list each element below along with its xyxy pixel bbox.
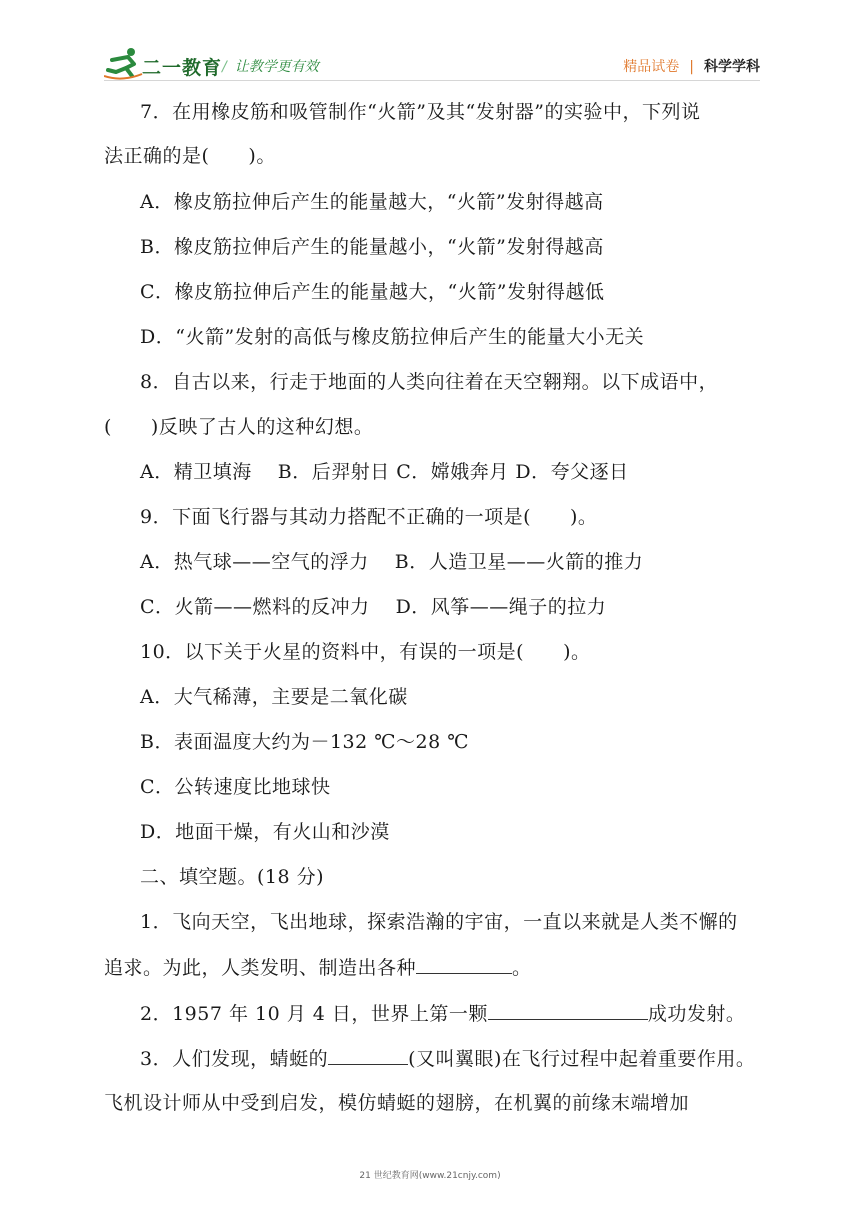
runner-logo-icon — [104, 46, 144, 80]
question-10-option-d: D．地面干燥，有火山和沙漠 — [140, 821, 390, 843]
question-7-line2: 法正确的是( )。 — [104, 145, 276, 167]
section-2-title: 二、填空题。(18 分) — [140, 866, 325, 888]
question-8-line1: 8．自古以来，行走于地面的人类向往着在天空翱翔。以下成语中， — [140, 371, 719, 393]
logo-text: 二一教育 — [142, 57, 223, 79]
fill-1-text-before: 追求。为此，人类发明、制造出各种 — [104, 957, 417, 979]
quality-tag: 精品试卷 — [623, 59, 680, 75]
question-10-line1: 10．以下关于火星的资料中，有误的一项是( )。 — [140, 641, 591, 663]
fill-3-text-before: 3．人们发现，蜻蜓的 — [140, 1048, 329, 1070]
subject-tag: 科学学科 — [704, 59, 760, 75]
fill-2-text-before: 2．1957 年 10 月 4 日，世界上第一颗 — [140, 1003, 488, 1025]
fill-1-answer-blank[interactable] — [416, 955, 512, 974]
question-10-option-c: C．公转速度比地球快 — [140, 776, 331, 798]
fill-2-line — [140, 1001, 745, 1026]
page-footer: 21 世纪教育网(www.21cnjy.com) — [359, 1171, 501, 1181]
fill-3-line1 — [140, 1046, 755, 1071]
header-tags — [623, 56, 760, 76]
question-8-options: A．精卫填海 B．后羿射日 C．嫦娥奔月 D．夸父逐日 — [140, 461, 629, 483]
fill-3-text-after: (又叫翼眼)在飞行过程中起着重要作用。 — [408, 1048, 756, 1070]
question-7-option-c: C．橡皮筋拉伸后产生的能量越大，“火箭”发射得越低 — [140, 281, 605, 303]
slogan-text: 让教学更有效 — [234, 59, 319, 75]
slogan — [222, 56, 319, 76]
page-header — [0, 0, 860, 90]
question-9-options-1: A．热气球——空气的浮力 B．人造卫星——火箭的推力 — [140, 551, 644, 573]
fill-1-line2 — [104, 955, 532, 980]
fill-2-text-after: 成功发射。 — [647, 1003, 746, 1025]
question-9-line1: 9．下面飞行器与其动力搭配不正确的一项是( )。 — [140, 506, 598, 528]
question-7-option-d: D．“火箭”发射的高低与橡皮筋拉伸后产生的能量大小无关 — [140, 326, 645, 348]
slash-divider: / — [222, 59, 227, 75]
fill-3-line2: 飞机设计师从中受到启发，模仿蜻蜓的翅膀，在机翼的前缘末端增加 — [104, 1092, 690, 1114]
question-9-options-2: C．火箭——燃料的反冲力 D．风筝——绳子的拉力 — [140, 596, 607, 618]
tag-separator: | — [689, 59, 694, 75]
fill-1-line1: 1．飞向天空，飞出地球，探索浩瀚的宇宙，一直以来就是人类不懈的 — [140, 911, 738, 933]
fill-1-text-after: 。 — [512, 957, 532, 979]
question-10-option-b: B．表面温度大约为－132 ℃～28 ℃ — [140, 731, 469, 753]
question-7-line1: 7．在用橡皮筋和吸管制作“火箭”及其“发射器”的实验中，下列说 — [140, 101, 701, 123]
brand-logo — [104, 46, 224, 82]
question-8-line2: ( )反映了古人的这种幻想。 — [104, 416, 374, 438]
header-divider — [104, 80, 760, 81]
fill-3-answer-blank[interactable] — [328, 1046, 408, 1065]
fill-2-answer-blank[interactable] — [488, 1001, 648, 1020]
question-7-option-a: A．橡皮筋拉伸后产生的能量越大，“火箭”发射得越高 — [140, 191, 604, 213]
question-10-option-a: A．大气稀薄，主要是二氧化碳 — [140, 686, 408, 708]
question-7-option-b: B．橡皮筋拉伸后产生的能量越小，“火箭”发射得越高 — [140, 236, 604, 258]
